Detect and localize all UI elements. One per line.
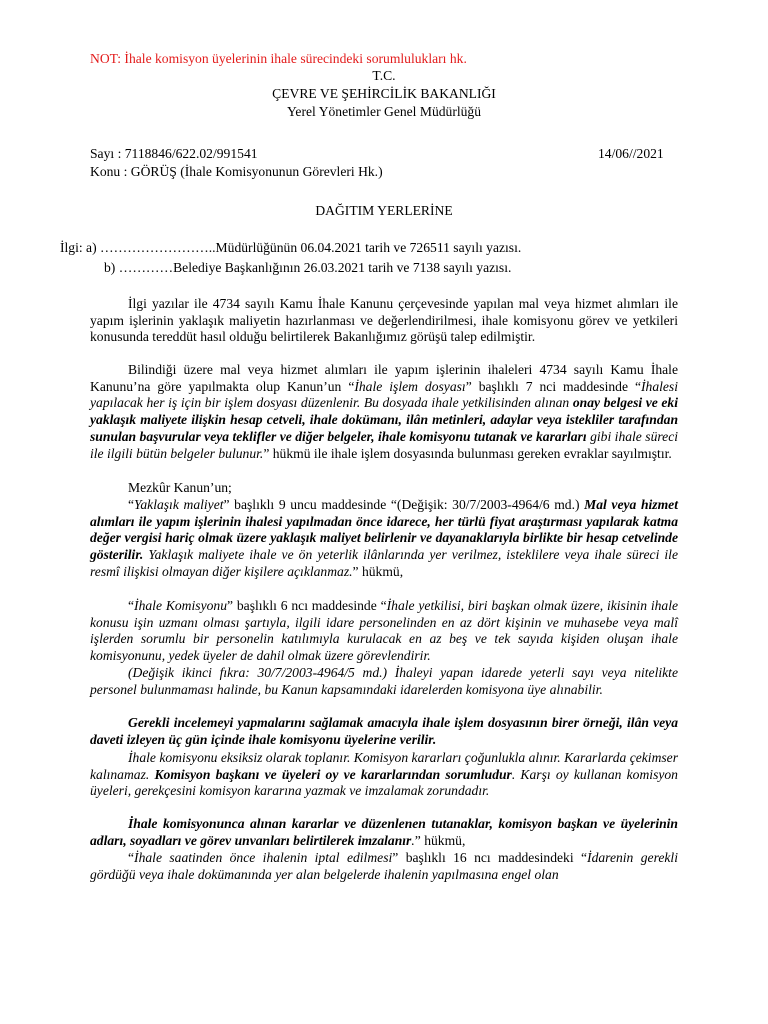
p2-quote-bold: onay belgesi ve eki yaklaşık maliyete ilişkin hesap cetveli, ihale dokümanı, ilân metinleri, adaylar veya istekliler tarafından sunulan başvurular veya teklifler ve diğer belgeler, ihale komisyonu tutanak ve kararları	[90, 395, 679, 444]
paragraph-7	[90, 715, 678, 748]
p9-dot: .	[411, 832, 415, 848]
p5-title: İhale Komisyonu	[134, 598, 227, 613]
p4-quote-end: Yaklaşık maliyete ihale ve ön yeterlik ilânlarında yer verilmez, isteklilere veya ihale süreci ile resmî ilişkisi olmayan diğer kişilere açıklanmaz.	[90, 547, 678, 579]
header-ministry: ÇEVRE VE ŞEHİRCİLİK BAKANLIĞI	[272, 86, 496, 101]
paragraph-6	[90, 665, 678, 698]
ilgi-b: b) …………Belediye Başkanlığının 26.03.2021 tarih ve 7138 sayılı yazısı.	[104, 260, 512, 275]
note-line: NOT: İhale komisyon üyelerinin ihale sürecindeki sorumlulukları hk.	[90, 51, 467, 66]
p4-open-quote: “	[128, 497, 135, 512]
p8-text-a: İhale komisyonu eksiksiz olarak toplanır. Komisyon kararları çoğunlukla alınır. Kararlarda çekimser kalınamaz.	[90, 750, 679, 782]
p10-quote: İdarenin gerekli gördüğü veya ihale dokümanında yer alan belgelerde ihalenin yapılmasına engel olan	[90, 850, 678, 882]
p9-text-c: ” hükmü,	[414, 832, 466, 848]
paragraph-7-text: Gerekli incelemeyi yapmalarını sağlamak amacıyla ihale işlem dosyasının birer örneği, ilân veya daveti izleyen üç gün içinde ihale komisyonu üyelerine verilir.	[90, 715, 678, 747]
p10-open-quote: “	[128, 850, 135, 865]
distribution-heading: DAĞITIM YERLERİNE	[315, 203, 453, 218]
p10-text-c: ” başlıklı 16 ncı maddesindeki “	[392, 850, 588, 865]
konu-line: Konu : GÖRÜŞ (İhale Komisyonunun Görevleri Hk.)	[90, 164, 383, 179]
sayi-line: Sayı : 7118846/622.02/991541	[90, 146, 258, 161]
ilgi-a: İlgi: a) ……………………..Müdürlüğünün 06.04.2021 tarih ve 726511 sayılı yazısı.	[60, 240, 522, 255]
p4-text-f: ” hükmü,	[352, 563, 404, 579]
p2-quote-a: İhalesi yapılacak her iş için bir işlem dosyası düzenlenir. Bu dosyada ihale yetkilisinden alınan	[90, 378, 678, 411]
p8-text-c: . Karşı oy kullanan komisyon üyeleri, gerekçesini komisyon kararına yazmak ve imzalamak zorundadır.	[90, 766, 678, 799]
p5-quote: İhale yetkilisi, biri başkan olmak üzere, ikisinin ihale konusu işin uzmanı olması şartıyla, ilgili idare personelinden en az dört kişinin ve muhasebe veya malî işlerden sorumlu bir personelin katılımıyla kurulacak en az beş ve tek sayıda kişiden oluşan ihale komisyonunu, yedek üyeler de dahil olmak üzere görevlendirir.	[90, 598, 679, 664]
document-date: 14/06//2021	[598, 146, 664, 161]
header-directorate: Yerel Yönetimler Genel Müdürlüğü	[286, 104, 482, 119]
p5-open-quote: “	[128, 598, 135, 613]
p8-bold: Komisyon başkanı ve üyeleri oy ve kararlarından sorumludur	[154, 766, 512, 782]
paragraph-1	[90, 296, 678, 346]
p10-title: İhale saatinden önce ihalenin iptal edilmesi	[134, 850, 393, 865]
p4-title: Yaklaşık maliyet	[134, 497, 224, 512]
p2-title: İhale işlem dosyası	[354, 378, 466, 394]
paragraph-3	[90, 480, 678, 497]
paragraph-3-text: Mezkûr Kanun’un;	[128, 480, 232, 495]
paragraph-2	[90, 362, 678, 462]
p9-bold: İhale komisyonunca alınan kararlar ve düzenlenen tutanaklar, komisyon başkan ve üyelerinin adları, soyadları ve görev unvanları belirtilerek imzalanır	[90, 816, 678, 848]
header-tc: T.C.	[372, 68, 396, 83]
paragraph-8	[90, 750, 678, 800]
p4-text-c: ” başlıklı 9 uncu maddesinde “(Değişik: 30/7/2003-4964/6 md.)	[223, 497, 585, 512]
paragraph-1-text: İlgi yazılar ile 4734 sayılı Kamu İhale Kanunu çerçevesinde yapılan mal veya hizmet alımları ile yapım işlerinin yaklaşık maliyetin hazırlanması ve değerlendirilmesi, ihale komisyonu görev ve yetkileri konusunda tereddüt hasıl olduğu belirtilerek Bakanlığımız görüşü talep edilmiştir.	[90, 296, 678, 345]
p4-quote-bold: Mal veya hizmet alımları ile yapım işlerinin ihalesi yapılmadan önce idarece, her türlü fiyat araştırması yapılarak katma değer vergisi hariç olmak üzere yaklaşık maliyet belirlenir ve dayanaklarıyla birlikte bir hesap cetvelinde gösterilir.	[90, 497, 678, 563]
paragraph-6-text: (Değişik ikinci fıkra: 30/7/2003-4964/5 md.) İhaleyi yapan idarede yeterli sayı veya nitelikte personel bulunmaması halinde, bu Kanun kapsamındaki idarelerden komisyona üye alınabilir.	[90, 665, 678, 697]
paragraph-4	[90, 497, 678, 581]
p2-text-g: ” hükmü ile ihale işlem dosyasında bulunması gereken evraklar sayılmıştır.	[263, 445, 672, 461]
p5-text-c: ” başlıklı 6 ncı maddesinde “	[227, 598, 387, 613]
paragraph-5	[90, 598, 678, 665]
paragraph-10	[90, 850, 678, 883]
paragraph-9	[90, 816, 678, 849]
p2-quote-end: gibi ihale süreci ile ilgili bütün belgeler bulunur.	[90, 428, 679, 461]
p2-text-a: Bilindiği üzere mal veya hizmet alımları ile yapım işlerinin ihaleleri 4734 sayılı Kamu İhale Kanunu’na göre yapılmakta olup Kanun’un “	[90, 362, 678, 394]
p2-text-c: ” başlıklı 7 nci maddesinde “	[465, 378, 641, 394]
